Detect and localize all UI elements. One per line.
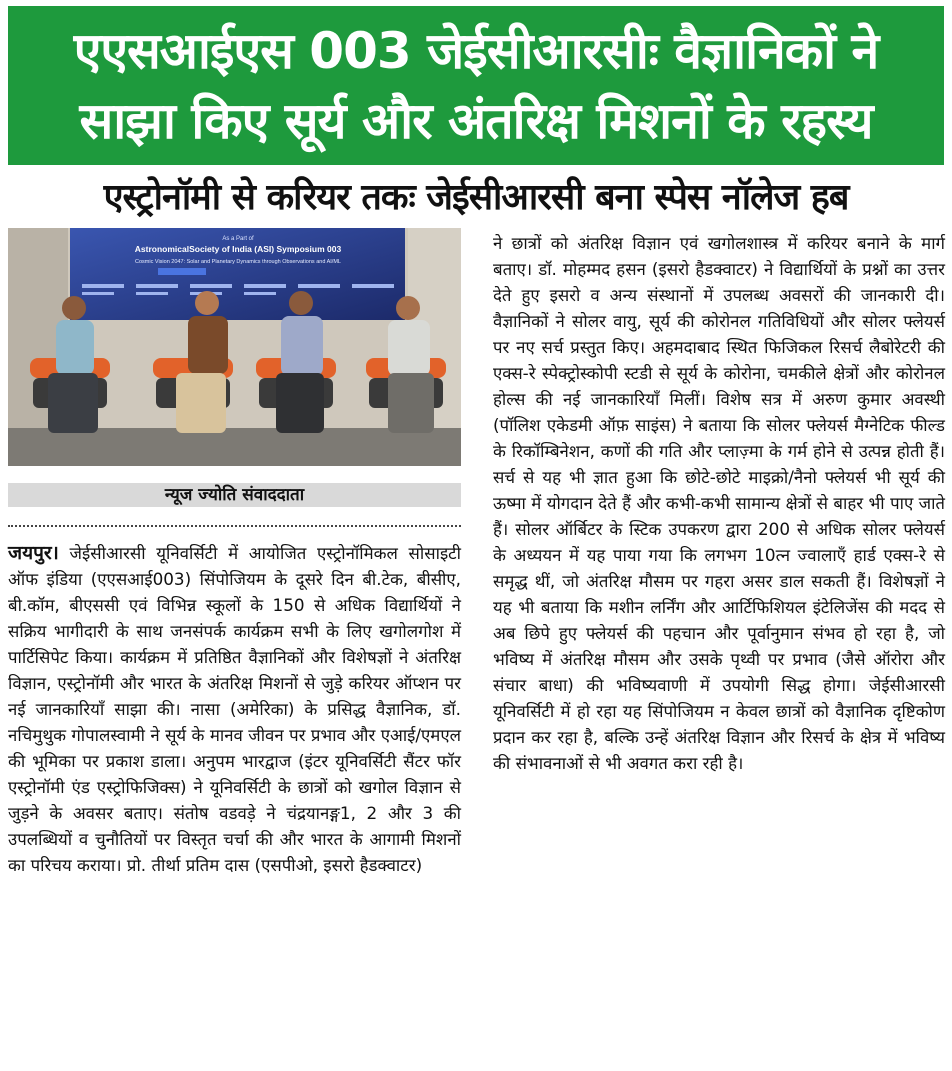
- screen-title: AstronomicalSociety of India (ASI) Symposium 003: [134, 244, 342, 254]
- divider: [8, 525, 461, 527]
- article-photo: [8, 228, 461, 466]
- article-column-right: [493, 230, 945, 1066]
- headline-banner: [8, 6, 944, 165]
- article-text-left: जेईसीआरसी यूनिवर्सिटी में आयोजित एस्ट्रोनॉमिकल सोसाइटी ऑफ इंडिया (एएसआई003) सिंपोजियम के दूसरे दिन बी.टेक, बीसीए, बी.कॉम, बीएससी एवं विभिन्न स्कूलों के 150 से अधिक विद्यार्थियों ने सक्रिय भागीदारी के साथ जनसंपर्क कार्यक्रम सभी के लिए खगोलगोश में पार्टिसिपेट किया। कार्यक्रम में प्रतिष्ठित वैज्ञानिकों और विशेषज्ञों ने अंतरिक्ष विज्ञान, एस्ट्रोनॉमी और भारत के अंतरिक्ष मिशनों से जुड़े करियर ऑप्शन पर नई जानकारियाँ साझा की। नासा (अमेरिका) के प्रसिद्ध वैज्ञानिक, डॉ. नचिमुथुक गोपालस्वामी ने सूर्य के मानव जीवन पर प्रभाव और एआई/एमएल की भूमिका पर प्रकाश डाला। अनुपम भारद्वाज (इंटर यूनिवर्सिटी सैंटर फॉर एस्ट्रोनॉमी एंड एस्ट्रोफिजिक्स) ने यूनिवर्सिटी के छात्रों को खगोल विज्ञान से जुड़ने के अवसर बताए। संतोष वडवड़े ने चंद्रयानङ्ग1, 2 और 3 की उपलब्धियों व चुनौतियों पर विस्तृत चर्चा की और भारत के आगामी मिशनों का परिचय कराया। प्रो. तीर्था प्रतिम दास (एसपीओ, इसरो हैडक्वाटर): [8, 543, 461, 875]
- article-text-right: ने छात्रों को अंतरिक्ष विज्ञान एवं खगोलशास्त्र में करियर बनाने के मार्ग बताए। डॉ. मोहम्मद हसन (इसरो हैडक्वाटर) ने विद्यार्थियों के प्रश्नों का उत्तर देते हुए इसरो व अन्य संस्थानों में उपलब्ध अवसरों की जानकारी दी। वैज्ञानिकों ने सोलर वायु, सूर्य की कोरोनल गतिविधियों और सोलर फ्लेयर्स पर नए सर्च प्रस्तुत किए। अहमदाबाद स्थित फिजिकल रिसर्च लैबोरेटरी की एक्स-रे स्पेक्ट्रोस्कोपी स्टडी से सूर्य के कोरोना, चमकीले क्षेत्रों और कोरोनल होल्स की नई जानकारियाँ मिलीं। विशेष सत्र में अरुण कुमार अवस्थी (पॉलिश एकेडमी ऑफ़ साइंस) ने बताया कि सोलर फ्लेयर्स मैग्नेटिक फील्ड के रिकॉम्बिनेशन, कणों की गति और प्लाज़्मा के गर्म होने से उत्पन्न होती हैं। सर्च से यह भी ज्ञात हुआ कि छोटे-छोटे माइक्रो/नैनो फ्लेयर्स भी सूर्य की ऊष्मा में योगदान देते हैं और कभी-कभी सामान्य क्षेत्रों से बाहर भी पाए जाते हैं। सोलर ऑर्बिटर के स्टिक उपकरण द्वारा 200 से अधिक सोलर फ्लेयर्स के अध्ययन में यह पाया गया कि लगभग 10त्न ज्वालाएँ हार्ड एक्स-रे से समृद्ध थीं, जो अंतरिक्ष मौसम पर गहरा असर डाल सकती हैं। विशेषज्ञों ने यह भी बताया कि मशीन लर्निंग और आर्टिफिशियल इंटेलिजेंस की मदद से अब छिपे हुए फ्लेयर्स की पहचान और पूर्वानुमान संभव हो रहा है, जो भविष्य में अंतरिक्ष मौसम और उसके पृथ्वी पर प्रभाव (जैसे ऑरोरा और संचार बाधा) की भविष्यवाणी में उपयोगी सिद्ध होगा। जेईसीआरसी यूनिवर्सिटी में हो रहा यह सिंपोजियम न केवल छात्रों को वैज्ञानिक दृष्टिकोण प्रदान कर रहा है, बल्कि उन्हें अंतरिक्ष विज्ञान और रिसर्च के क्षेत्र में भविष्य की संभावनाओं से भी अवगत करा रही है।: [493, 233, 945, 773]
- headline-line-1: एएसआईएस 003 जेईसीआरसीः वैज्ञानिकों ने: [73, 21, 879, 80]
- screen-subtitle: Cosmic Vision 2047: Solar and Planetary Dynamics through Observations and AI/ML: [135, 259, 341, 265]
- headline-line-2: साझा किए सूर्य और अंतरिक्ष मिशनों के रहस्य: [79, 91, 873, 150]
- screen-small-top: As a Part of: [222, 236, 254, 242]
- dateline: जयपुर।: [8, 542, 59, 564]
- article-column-left: [8, 540, 461, 1065]
- byline: न्यूज ज्योति संवाददाता: [8, 483, 461, 507]
- subheadline: एस्ट्रोनॉमी से करियर तकः जेईसीआरसी बना स्पेस नॉलेज हब: [103, 177, 849, 218]
